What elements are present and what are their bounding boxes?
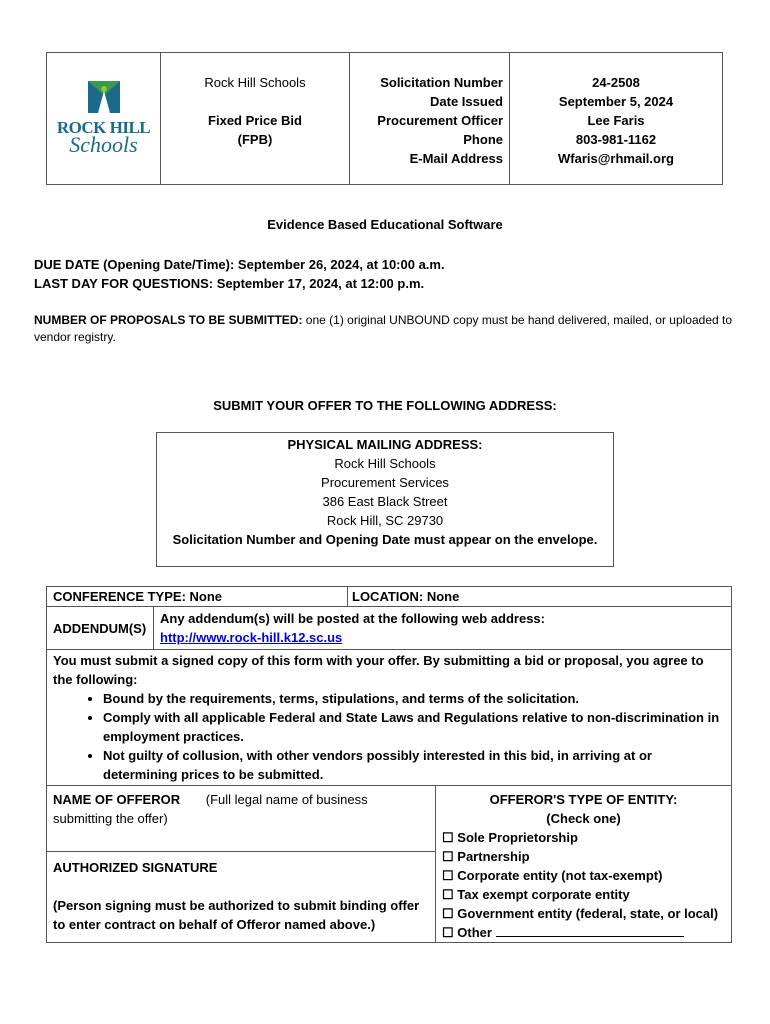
dates-block <box>34 255 445 293</box>
addendum-label: ADDENDUM(S) <box>47 607 154 649</box>
entity-title: OFFEROR'S TYPE OF ENTITY: <box>489 792 678 807</box>
offeror-row <box>47 786 731 942</box>
addendum-text: Any addendum(s) will be posted at the following web address: <box>160 611 545 626</box>
value-solicitation-number: 24-2508 <box>592 75 640 90</box>
address-line1: Rock Hill Schools <box>334 456 436 471</box>
rock-hill-schools-logo: ROCK HILL Schools <box>57 79 150 158</box>
signature-label: AUTHORIZED SIGNATURE <box>53 860 218 875</box>
authorized-signature-field[interactable] <box>47 852 435 933</box>
agreement-item: • Not guilty of collusion, with other vendors possibly interested in this bid, in arriving at or determining prices to be submitted. <box>103 746 725 784</box>
values-cell <box>510 53 722 184</box>
conference-row <box>47 587 731 607</box>
value-date-issued: September 5, 2024 <box>558 94 674 109</box>
document-title: Evidence Based Educational Software <box>267 217 503 232</box>
entity-option[interactable]: ☐ Sole Proprietorship <box>442 830 578 845</box>
agreement-item: • Comply with all applicable Federal and State Laws and Regulations relative to non-discrimination in employment practices. <box>103 708 725 746</box>
offeror-name-hint: (Full legal name of business submitting the offer) <box>53 792 368 826</box>
checkbox-icon[interactable]: ☐ <box>442 906 454 921</box>
entity-options <box>436 828 731 942</box>
checkbox-icon[interactable]: ☐ <box>442 868 454 883</box>
entity-subtitle: (Check one) <box>546 811 621 826</box>
bid-type-line1: Fixed Price Bid <box>208 113 302 128</box>
offeror-name-field[interactable] <box>47 786 435 852</box>
label-solicitation-number: Solicitation Number <box>380 75 503 90</box>
agreement-list <box>103 689 725 784</box>
submit-title: SUBMIT YOUR OFFER TO THE FOLLOWING ADDRESS: <box>213 398 557 413</box>
header-table <box>46 52 723 185</box>
bid-type-line2: (FPB) <box>237 132 273 147</box>
address-note: Solicitation Number and Opening Date must appear on the envelope. <box>172 532 598 547</box>
location: LOCATION: None <box>352 589 460 604</box>
entity-option[interactable]: ☐ Partnership <box>442 849 530 864</box>
label-date-issued: Date Issued <box>430 94 503 109</box>
label-procurement-officer: Procurement Officer <box>377 113 503 128</box>
value-phone: 803-981-1162 <box>575 132 657 147</box>
checkbox-icon[interactable]: ☐ <box>442 925 454 940</box>
value-email: Wfaris@rhmail.org <box>558 151 674 166</box>
school-cell <box>161 53 350 184</box>
address-heading: PHYSICAL MAILING ADDRESS: <box>287 437 483 452</box>
address-line3: 386 East Black Street <box>322 494 448 509</box>
proposals-label: NUMBER OF PROPOSALS TO BE SUBMITTED: <box>34 313 303 327</box>
last-day-questions: LAST DAY FOR QUESTIONS: September 17, 2024, at 12:00 p.m. <box>34 276 425 291</box>
addendum-link[interactable]: http://www.rock-hill.k12.sc.us <box>160 630 343 645</box>
checkbox-icon[interactable]: ☐ <box>442 849 454 864</box>
addendum-info <box>154 607 731 649</box>
logo-emblem-icon <box>84 79 124 115</box>
checkbox-icon[interactable]: ☐ <box>442 887 454 902</box>
entity-option[interactable]: ☐ Corporate entity (not tax-exempt) <box>442 868 663 883</box>
conference-type: CONFERENCE TYPE: None <box>47 587 348 606</box>
value-procurement-officer: Lee Faris <box>587 113 645 128</box>
entity-type-column <box>436 786 731 942</box>
offeror-name-label: NAME OF OFFEROR <box>53 792 181 807</box>
logo-cell <box>47 53 161 184</box>
address-box <box>156 432 614 567</box>
agreement <box>47 650 731 785</box>
signature-hint: (Person signing must be authorized to submit binding offer to enter contract on behalf of Offeror named above.) <box>53 898 420 932</box>
agreement-item: • Bound by the requirements, terms, stipulations, and terms of the solicitation. <box>103 689 725 708</box>
label-email: E-Mail Address <box>409 151 503 166</box>
label-phone: Phone <box>463 132 503 147</box>
proposals-text: one (1) original UNBOUND copy must be hand delivered, mailed, or uploaded to vendor registry. <box>34 313 733 344</box>
proposals-note <box>34 312 734 346</box>
labels-cell <box>350 53 510 184</box>
entity-option[interactable]: ☐ Other <box>442 923 731 942</box>
entity-option[interactable]: ☐ Tax exempt corporate entity <box>442 887 630 902</box>
agreement-row <box>47 650 731 786</box>
due-date: DUE DATE (Opening Date/Time): September 26, 2024, at 10:00 a.m. <box>34 257 445 272</box>
address-line4: Rock Hill, SC 29730 <box>326 513 444 528</box>
school-name: Rock Hill Schools <box>204 75 306 90</box>
checkbox-icon[interactable]: ☐ <box>442 830 454 845</box>
other-entity-line[interactable] <box>496 924 684 937</box>
addendum-row <box>47 607 731 650</box>
address-line2: Procurement Services <box>321 475 449 490</box>
agreement-intro: You must submit a signed copy of this form with your offer. By submitting a bid or proposal, you agree to the following: <box>53 653 704 687</box>
offer-form <box>46 586 732 943</box>
entity-option[interactable]: ☐ Government entity (federal, state, or local) <box>442 906 719 921</box>
offeror-signature-column <box>47 786 436 942</box>
